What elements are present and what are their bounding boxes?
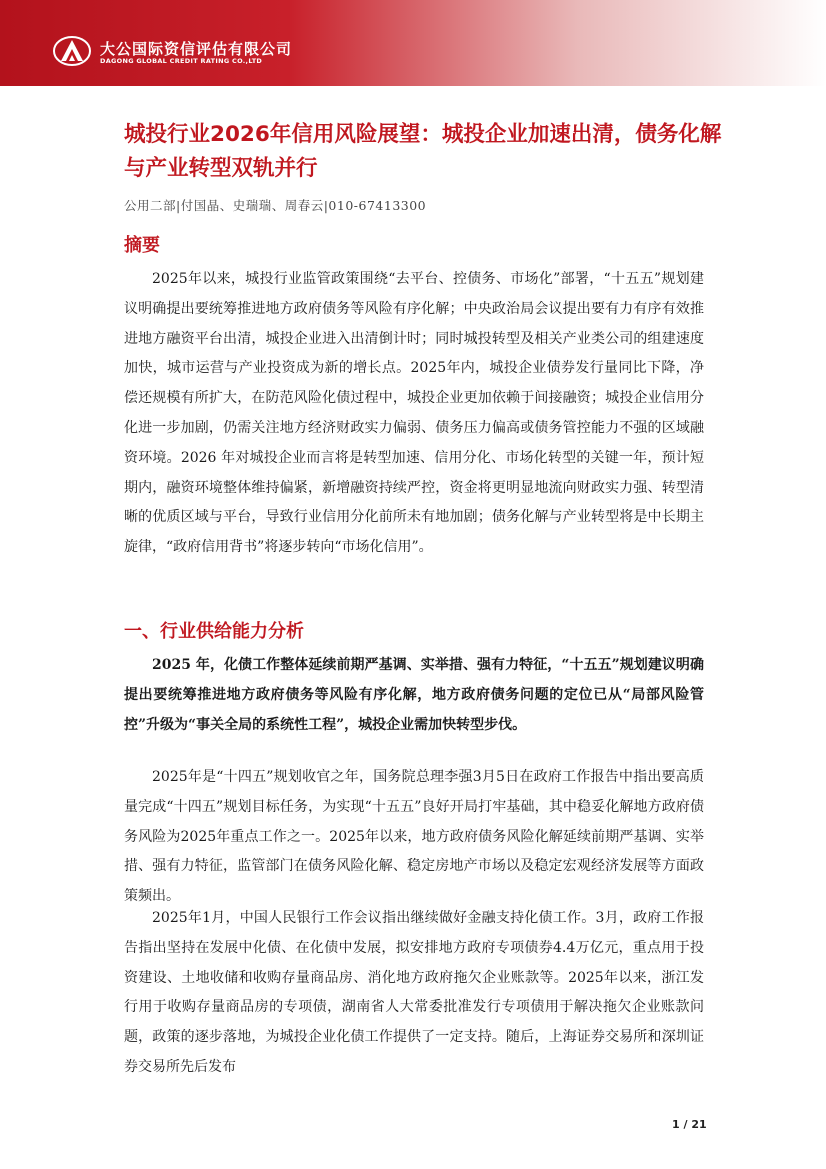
header-divider [0,86,826,88]
body-paragraph: 2025年1月，中国人民银行工作会议指出继续做好金融支持化债工作。3月，政府工作报告指出坚持在发展中化债、在化债中发展，拟安排地方政府专项债券4.4万亿元，重点用于投资建设、土地收储和收购存量商品房、消化地方政府拖欠企业账款等。2025年以来，浙江发行用于收购存量商品房的专项债，湖南省人大常委批准发行专项债用于解决拖欠企业账款问题，政策的逐步落地，为城投企业化债工作提供了一定支持。随后，上海证券交易所和深圳证券交易所先后发布 [124,910,704,1075]
body-paragraph: 2025年是“十四五”规划收官之年，国务院总理李强3月5日在政府工作报告中指出要高质量完成“十四五”规划目标任务，为实现“十五五”良好开局打牢基础，其中稳妥化解地方政府债务风险为2025年重点工作之一。2025年以来，地方政府债务风险化解延续前期严基调、实举措、强有力特征，监管部门在债务风险化解、稳定房地产市场以及稳定宏观经济发展等方面政策频出。 [124,769,704,905]
author-line: 公用二部|付国晶、史瑞瑞、周春云|010-67413300 [124,198,427,213]
company-name-cn: 大公国际资信评估有限公司 [100,40,293,58]
section-lead-paragraph: 2025 年，化债工作整体延续前期严基调、实举措、强有力特征，“十五五”规划建议明确提出要统筹推进地方政府债务等风险有序化解，地方政府债务问题的定位已从“局部风险管控”升级为“事关全局的系统性工程”，城投企业需加快转型步伐。 [124,657,704,733]
dagong-logo-icon [52,34,92,68]
abstract-heading: 摘要 [124,235,160,256]
abstract-paragraph: 2025年以来，城投行业监管政策围绕“去平台、控债务、市场化”部署，“十五五”规划建议明确提出要统筹推进地方政府债务等风险有序化解；中央政治局会议提出要有力有序有效推进地方融资平台出清，城投企业进入出清倒计时；同时城投转型及相关产业类公司的组建速度加快，城市运营与产业投资成为新的增长点。2025年内，城投企业债券发行量同比下降，净偿还规模有所扩大，在防范风险化债过程中，城投企业更加依赖于间接融资；城投企业信用分化进一步加剧，仍需关注地方经济财政实力偏弱、债务压力偏高或债务管控能力不强的区域融资环境。2026 年对城投企业而言将是转型加速、信用分化、市场化转型的关键一年，预计短期内，融资环境整体维持偏紧，新增融资持续严控，资金将更明显地流向财政实力强、转型清晰的优质区域与平台，导致行业信用分化前所未有地加剧；债务化解与产业转型将是中长期主旋律，“政府信用背书”将逐步转向“市场化信用”。 [124,271,704,556]
company-name-en: DAGONG GLOBAL CREDIT RATING CO.,LTD [100,57,263,65]
section-heading: 一、行业供给能力分析 [124,621,304,642]
page-number: 1 / 21 [672,1118,707,1131]
report-title: 城投行业2026年信用风险展望：城投企业加速出清，债务化解与产业转型双轨并行 [124,122,722,181]
